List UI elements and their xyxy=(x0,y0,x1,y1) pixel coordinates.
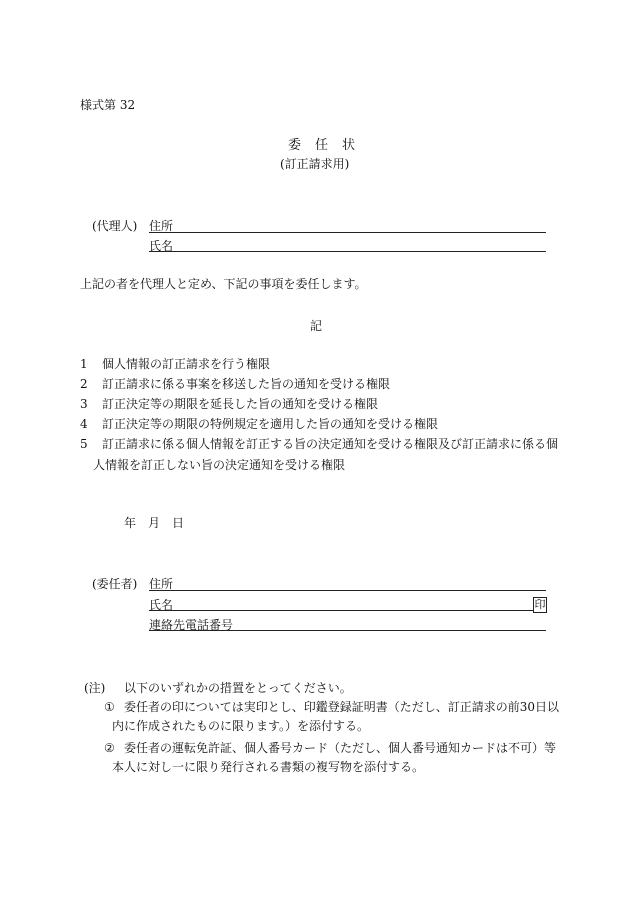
agent-role-label: (代理人) xyxy=(92,219,138,233)
document-title: 委任状 xyxy=(288,138,370,153)
principal-address-line[interactable] xyxy=(149,590,546,591)
ki-heading: 記 xyxy=(310,319,323,333)
principal-phone-line[interactable] xyxy=(149,630,546,631)
agent-name-label: 氏名 xyxy=(149,239,174,253)
principal-name-line[interactable] xyxy=(149,610,534,611)
list-item xyxy=(80,376,390,392)
document-subtitle: (訂正請求用) xyxy=(280,157,350,171)
agent-address-label: 住所 xyxy=(149,219,174,233)
list-item xyxy=(80,396,378,412)
item-text: 訂正請求に係る事案を移送した旨の通知を受ける権限 xyxy=(102,377,391,391)
item-number: 2 xyxy=(80,377,88,391)
delegation-statement: 上記の者を代理人と定め、下記の事項を委任します。 xyxy=(80,277,367,291)
form-number: 様式第 32 xyxy=(80,98,136,112)
notes-intro: 以下のいずれかの措置をとってください。 xyxy=(124,681,352,695)
item-number: 3 xyxy=(80,397,88,411)
seal-mark: 印 xyxy=(534,598,546,611)
list-item xyxy=(80,436,558,452)
note-2-line-2: 本人に対し一に限り発行される書類の複写物を添付する。 xyxy=(112,760,425,774)
item-text: 個人情報の訂正請求を行う権限 xyxy=(102,357,271,371)
list-item xyxy=(80,356,270,372)
item-number: 1 xyxy=(80,357,88,371)
note-1-line-1: 委任者の印については実印とし、印鑑登録証明書（ただし、訂正請求の前30日以 xyxy=(124,700,560,714)
agent-address-line[interactable] xyxy=(149,232,546,233)
principal-name-label: 氏名 xyxy=(149,598,174,612)
agent-name-line[interactable] xyxy=(149,251,546,252)
item-text: 訂正決定等の期限の特例規定を適用した旨の通知を受ける権限 xyxy=(102,417,439,431)
note-2-line-1: 委任者の運転免許証、個人番号カード（ただし、個人番号通知カードは不可）等 xyxy=(124,741,557,755)
item-number: 4 xyxy=(80,417,88,431)
date-line: 年 月 日 xyxy=(124,516,185,530)
note-1-mark: ① xyxy=(104,700,115,714)
note-2-mark: ② xyxy=(104,741,115,755)
item-text: 訂正決定等の期限を延長した旨の通知を受ける権限 xyxy=(102,397,379,411)
principal-role-label: (委任者) xyxy=(92,577,138,591)
notes-label: (注) xyxy=(84,681,106,695)
principal-address-label: 住所 xyxy=(149,577,174,591)
item-number: 5 xyxy=(80,437,88,451)
item-text-continuation: 人情報を訂正しない旨の決定通知を受ける権限 xyxy=(93,458,346,472)
note-1-line-2: 内に作成されたものに限ります。）を添付する。 xyxy=(112,719,370,733)
list-item xyxy=(80,416,438,432)
principal-phone-label: 連絡先電話番号 xyxy=(149,618,234,632)
item-text: 訂正請求に係る個人情報を訂正する旨の決定通知を受ける権限及び訂正請求に係る個 xyxy=(102,437,559,451)
